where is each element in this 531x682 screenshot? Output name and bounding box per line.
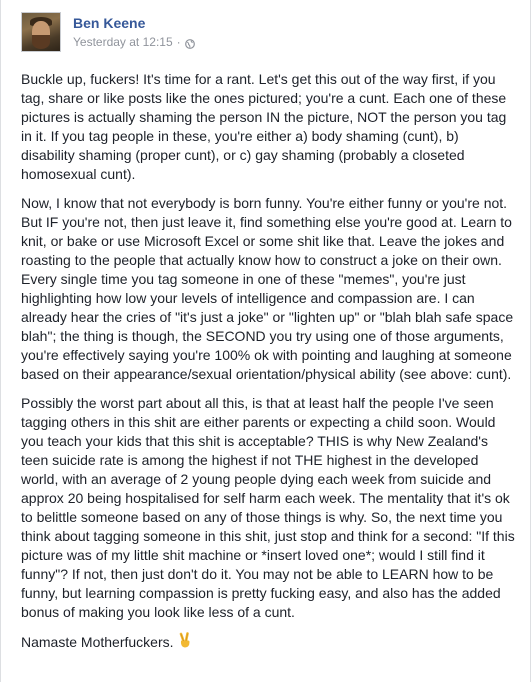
post-closing-text: Namaste Motherfuckers. <box>21 634 174 650</box>
victory-hand-icon <box>178 632 192 654</box>
post-meta <box>73 15 195 50</box>
author-name[interactable]: Ben Keene <box>73 15 146 31</box>
post-paragraph-2: Now, I know that not everybody is born funny. You're either funny or you're not. But IF you're not, then just leave it, find something else you're good at. Learn to knit, or bake or use Microsoft Excel or some shit like that. Leave the jokes and roasting to the people that actually know how to construct a joke on their own. Every single time you tag someone in one of these "memes", you're just highlighting how low your levels of intelligence and compassion are. I can already hear the cries of "it's just a joke" or "lighten up" or "blah blah safe space blah"; the thing is though, the SECOND you try using one of those arguments, you're effectively saying you're 100% ok with pointing and laughing at someone based on their appearance/sexual orientation/physical ability (see above: cunt). <box>21 195 514 382</box>
post-paragraph-3: Possibly the worst part about all this, is that at least half the people I've seen tagging others in this shit are either parents or expecting a child soon. Would you teach your kids that this shit is acceptable? THIS is why New Zealand's teen suicide rate is among the highest if not THE highest in the developed world, with an average of 2 young people dying each week from suicide and approx 20 being hospitalised for self harm each week. The mentality that it's ok to belittle someone based on any of those things is why. So, the next time you think about tagging someone in this shit, just stop and think for a second: "If this picture was of my little shit machine or *insert loved one*; would I still find it funny"? If not, then just don't do it. You may not be able to LEARN how to be funny, but learning compassion is pretty fucking easy, and also has the added bonus of making you look like less of a cunt. <box>21 395 515 620</box>
post-body <box>21 70 515 664</box>
post-timestamp[interactable]: Yesterday at 12:15 <box>73 35 173 49</box>
avatar[interactable] <box>21 12 61 52</box>
post-closing <box>21 632 515 654</box>
separator-dot: · <box>176 35 181 49</box>
post-header <box>21 12 195 56</box>
post-subline <box>73 35 195 50</box>
globe-icon[interactable] <box>185 38 195 48</box>
post-paragraph-1: Buckle up, fuckers! It's time for a rant. Let's get this out of the way first, if you tag, share or like posts like the ones pictured; you're a cunt. Each one of these pictures is actually shaming the person IN the picture, NOT the person you tag in it. If you tag people in these, you're either a) body shaming (cunt), b) disability shaming (proper cunt), or c) gay shaming (probably a closeted homosexual cunt). <box>21 71 507 182</box>
